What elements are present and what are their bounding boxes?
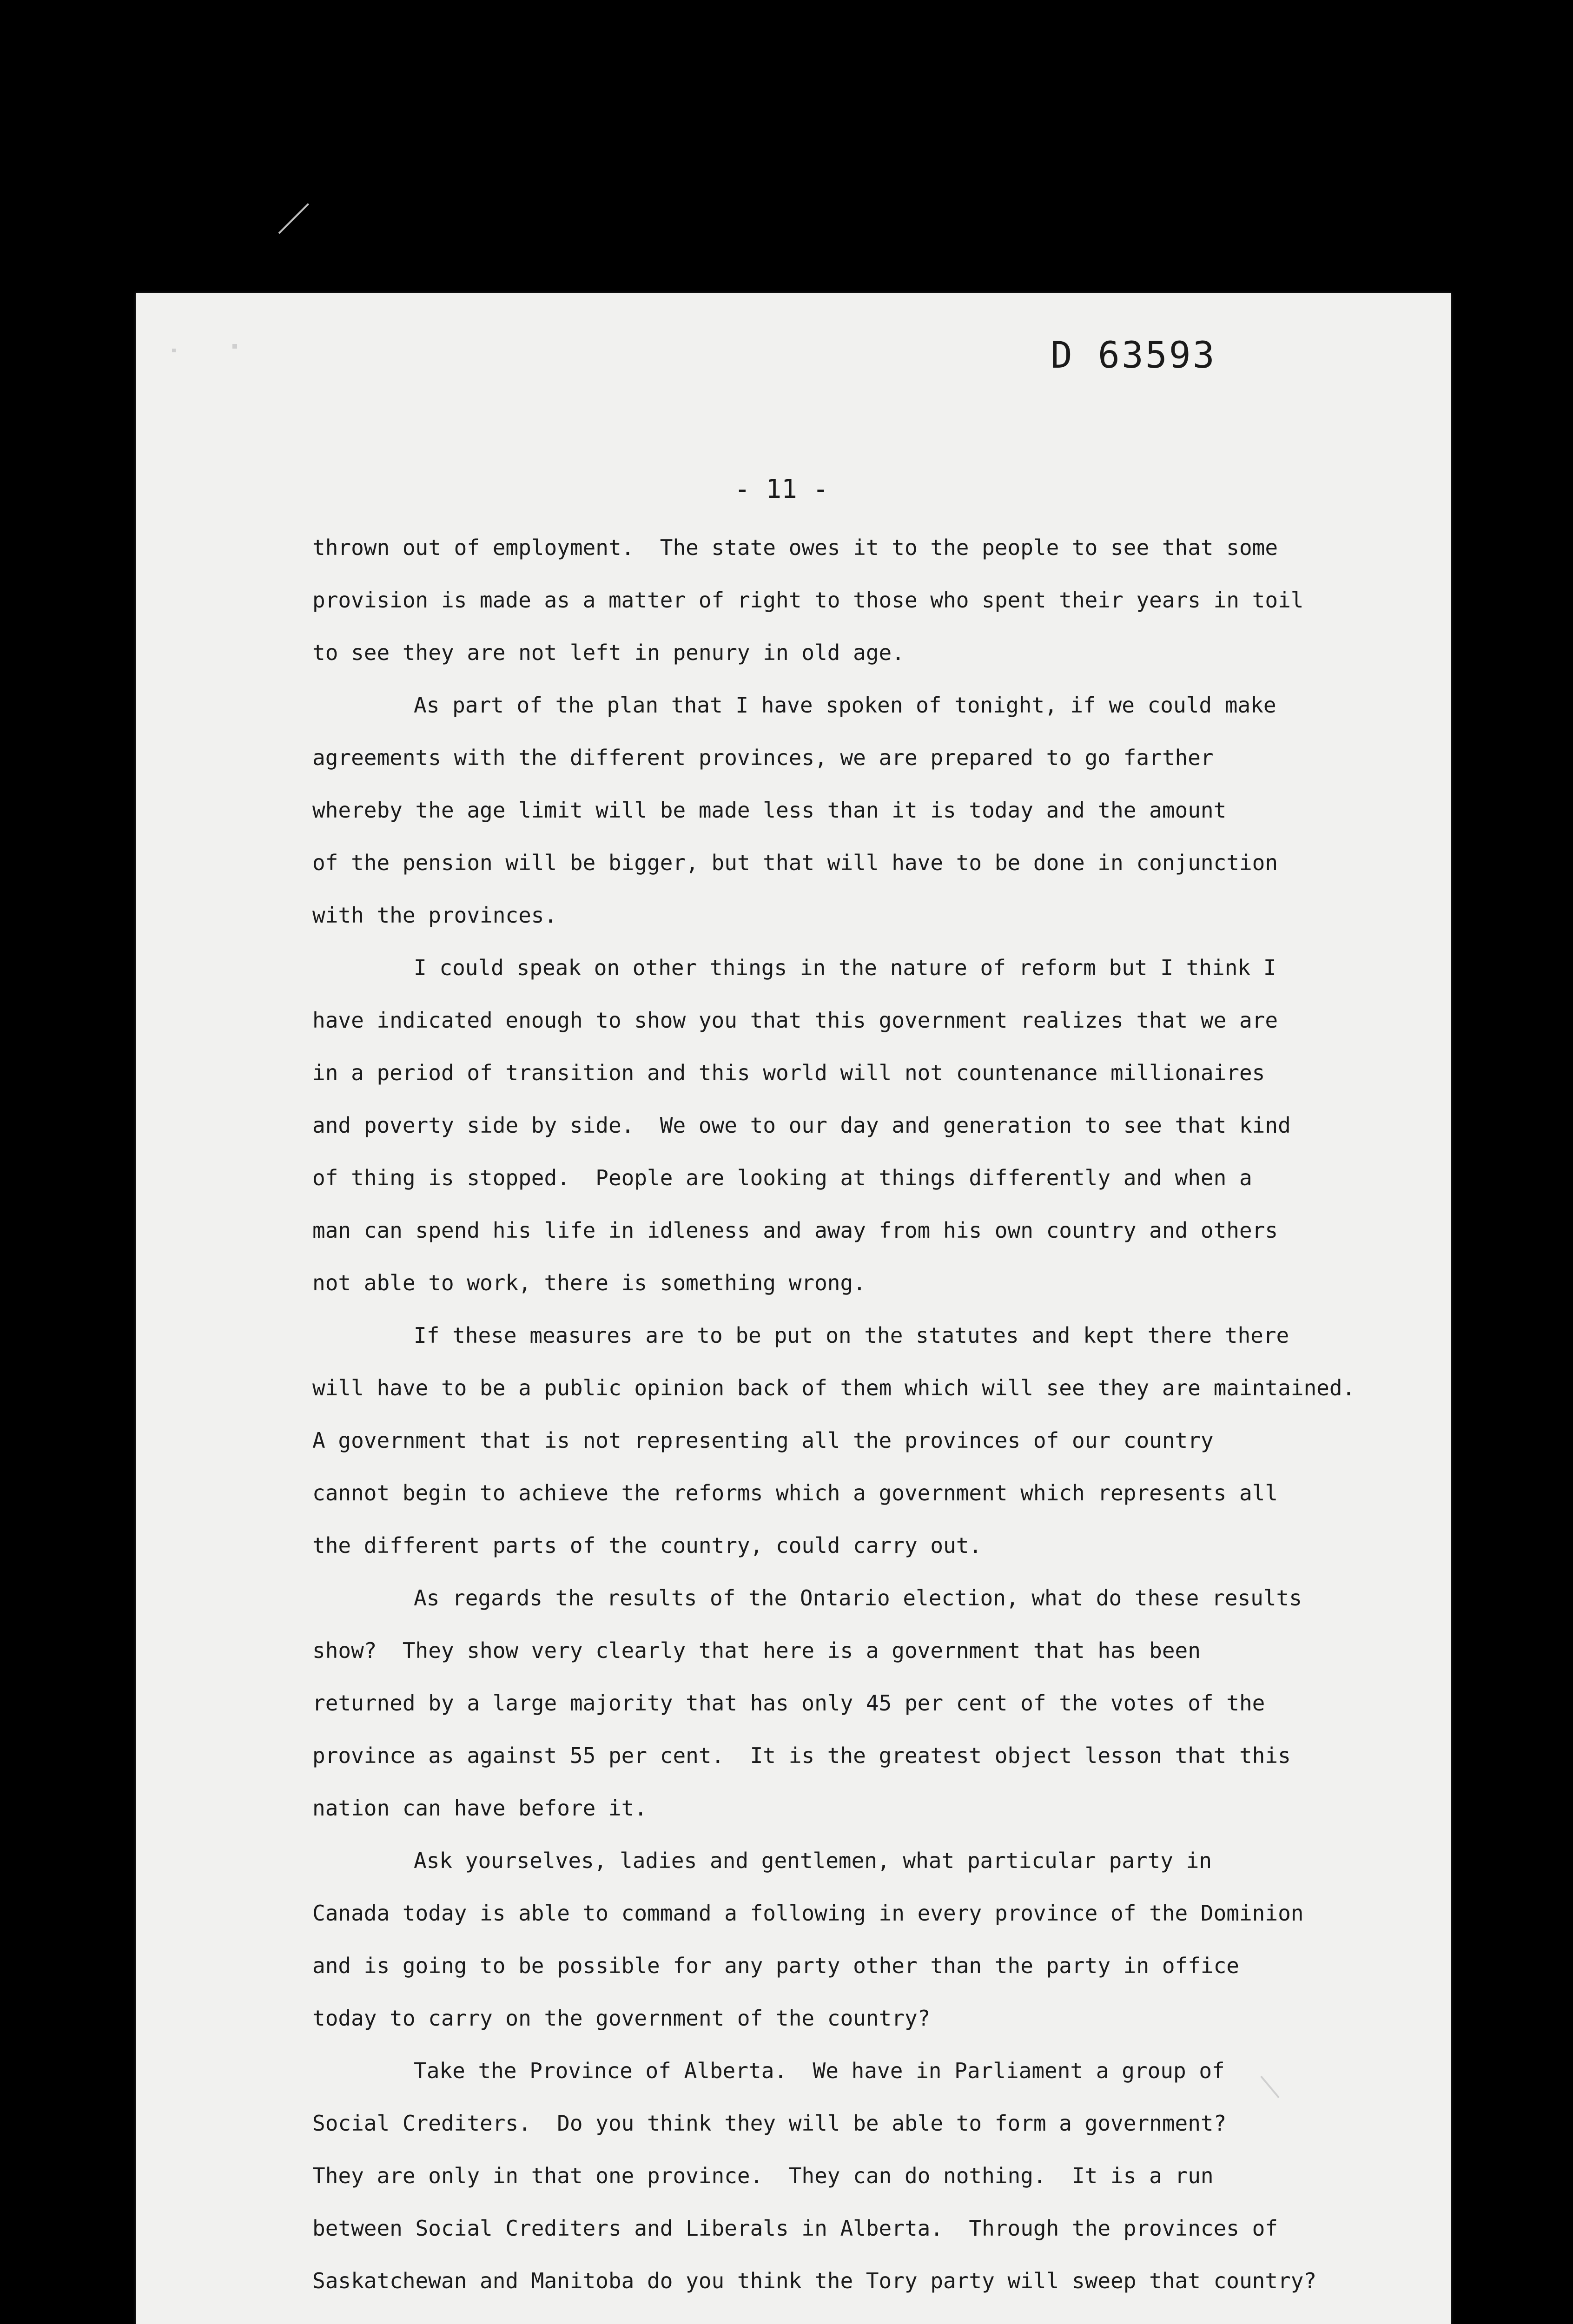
text-line: the different parts of the country, could carry out.	[312, 1533, 982, 1558]
text-line: show? They show very clearly that here is a government that has been	[312, 1638, 1201, 1663]
text-line: and poverty side by side. We owe to our day and generation to see that kind	[312, 1113, 1291, 1138]
text-line: If these measures are to be put on the statutes and kept there there	[414, 1323, 1289, 1348]
text-line: Ask yourselves, ladies and gentlemen, what particular party in	[414, 1848, 1212, 1873]
text-line: cannot begin to achieve the reforms which a government which represents all	[312, 1480, 1278, 1505]
page-number: - 11 -	[734, 474, 829, 504]
text-line: with the provinces.	[312, 903, 557, 928]
text-line: of thing is stopped. People are looking at things differently and when a	[312, 1165, 1252, 1190]
text-line: in a period of transition and this world will not countenance millionaires	[312, 1060, 1265, 1085]
text-line: nation can have before it.	[312, 1796, 648, 1821]
text-line: returned by a large majority that has only 45 per cent of the votes of the	[312, 1690, 1265, 1716]
text-line: A government that is not representing all the provinces of our country	[312, 1428, 1214, 1453]
text-line: Social Crediters. Do you think they will be able to form a government?	[312, 2111, 1227, 2136]
text-line: not able to work, there is something wrong.	[312, 1270, 866, 1295]
text-line: Saskatchewan and Manitoba do you think the Tory party will sweep that country?	[312, 2268, 1317, 2293]
text-line: I could speak on other things in the nature of reform but I think I	[414, 955, 1276, 980]
scan-artifact-mark	[278, 203, 309, 234]
text-line: Canada today is able to command a following in every province of the Dominion	[312, 1901, 1304, 1926]
text-line: Take the Province of Alberta. We have in Parliament a group of	[414, 2058, 1225, 2083]
text-line: of the pension will be bigger, but that will have to be done in conjunction	[312, 850, 1278, 875]
text-line: provision is made as a matter of right to those who spent their years in toil	[312, 588, 1304, 613]
text-line: whereby the age limit will be made less than it is today and the amount	[312, 798, 1227, 823]
text-line: agreements with the different provinces, we are prepared to go farther	[312, 745, 1214, 770]
text-line: have indicated enough to show you that this government realizes that we are	[312, 1008, 1278, 1033]
text-line: province as against 55 per cent. It is the greatest object lesson that this	[312, 1743, 1291, 1768]
text-line: between Social Crediters and Liberals in Alberta. Through the provinces of	[312, 2216, 1278, 2241]
document-id: D 63593	[1051, 335, 1216, 376]
text-line: to see they are not left in penury in old age.	[312, 640, 905, 665]
text-line: will have to be a public opinion back of them which will see they are maintained.	[312, 1375, 1355, 1400]
text-line: thrown out of employment. The state owes it to the people to see that some	[312, 535, 1278, 560]
text-line: and is going to be possible for any party other than the party in office	[312, 1953, 1239, 1978]
text-line: today to carry on the government of the country?	[312, 2006, 931, 2031]
text-line: man can spend his life in idleness and away from his own country and others	[312, 1218, 1278, 1243]
text-line: As part of the plan that I have spoken of tonight, if we could make	[414, 693, 1276, 718]
speck-mark	[172, 349, 176, 352]
text-line: They are only in that one province. They can do nothing. It is a run	[312, 2163, 1214, 2188]
text-line: As regards the results of the Ontario election, what do these results	[414, 1585, 1302, 1611]
speck-mark	[232, 344, 237, 349]
